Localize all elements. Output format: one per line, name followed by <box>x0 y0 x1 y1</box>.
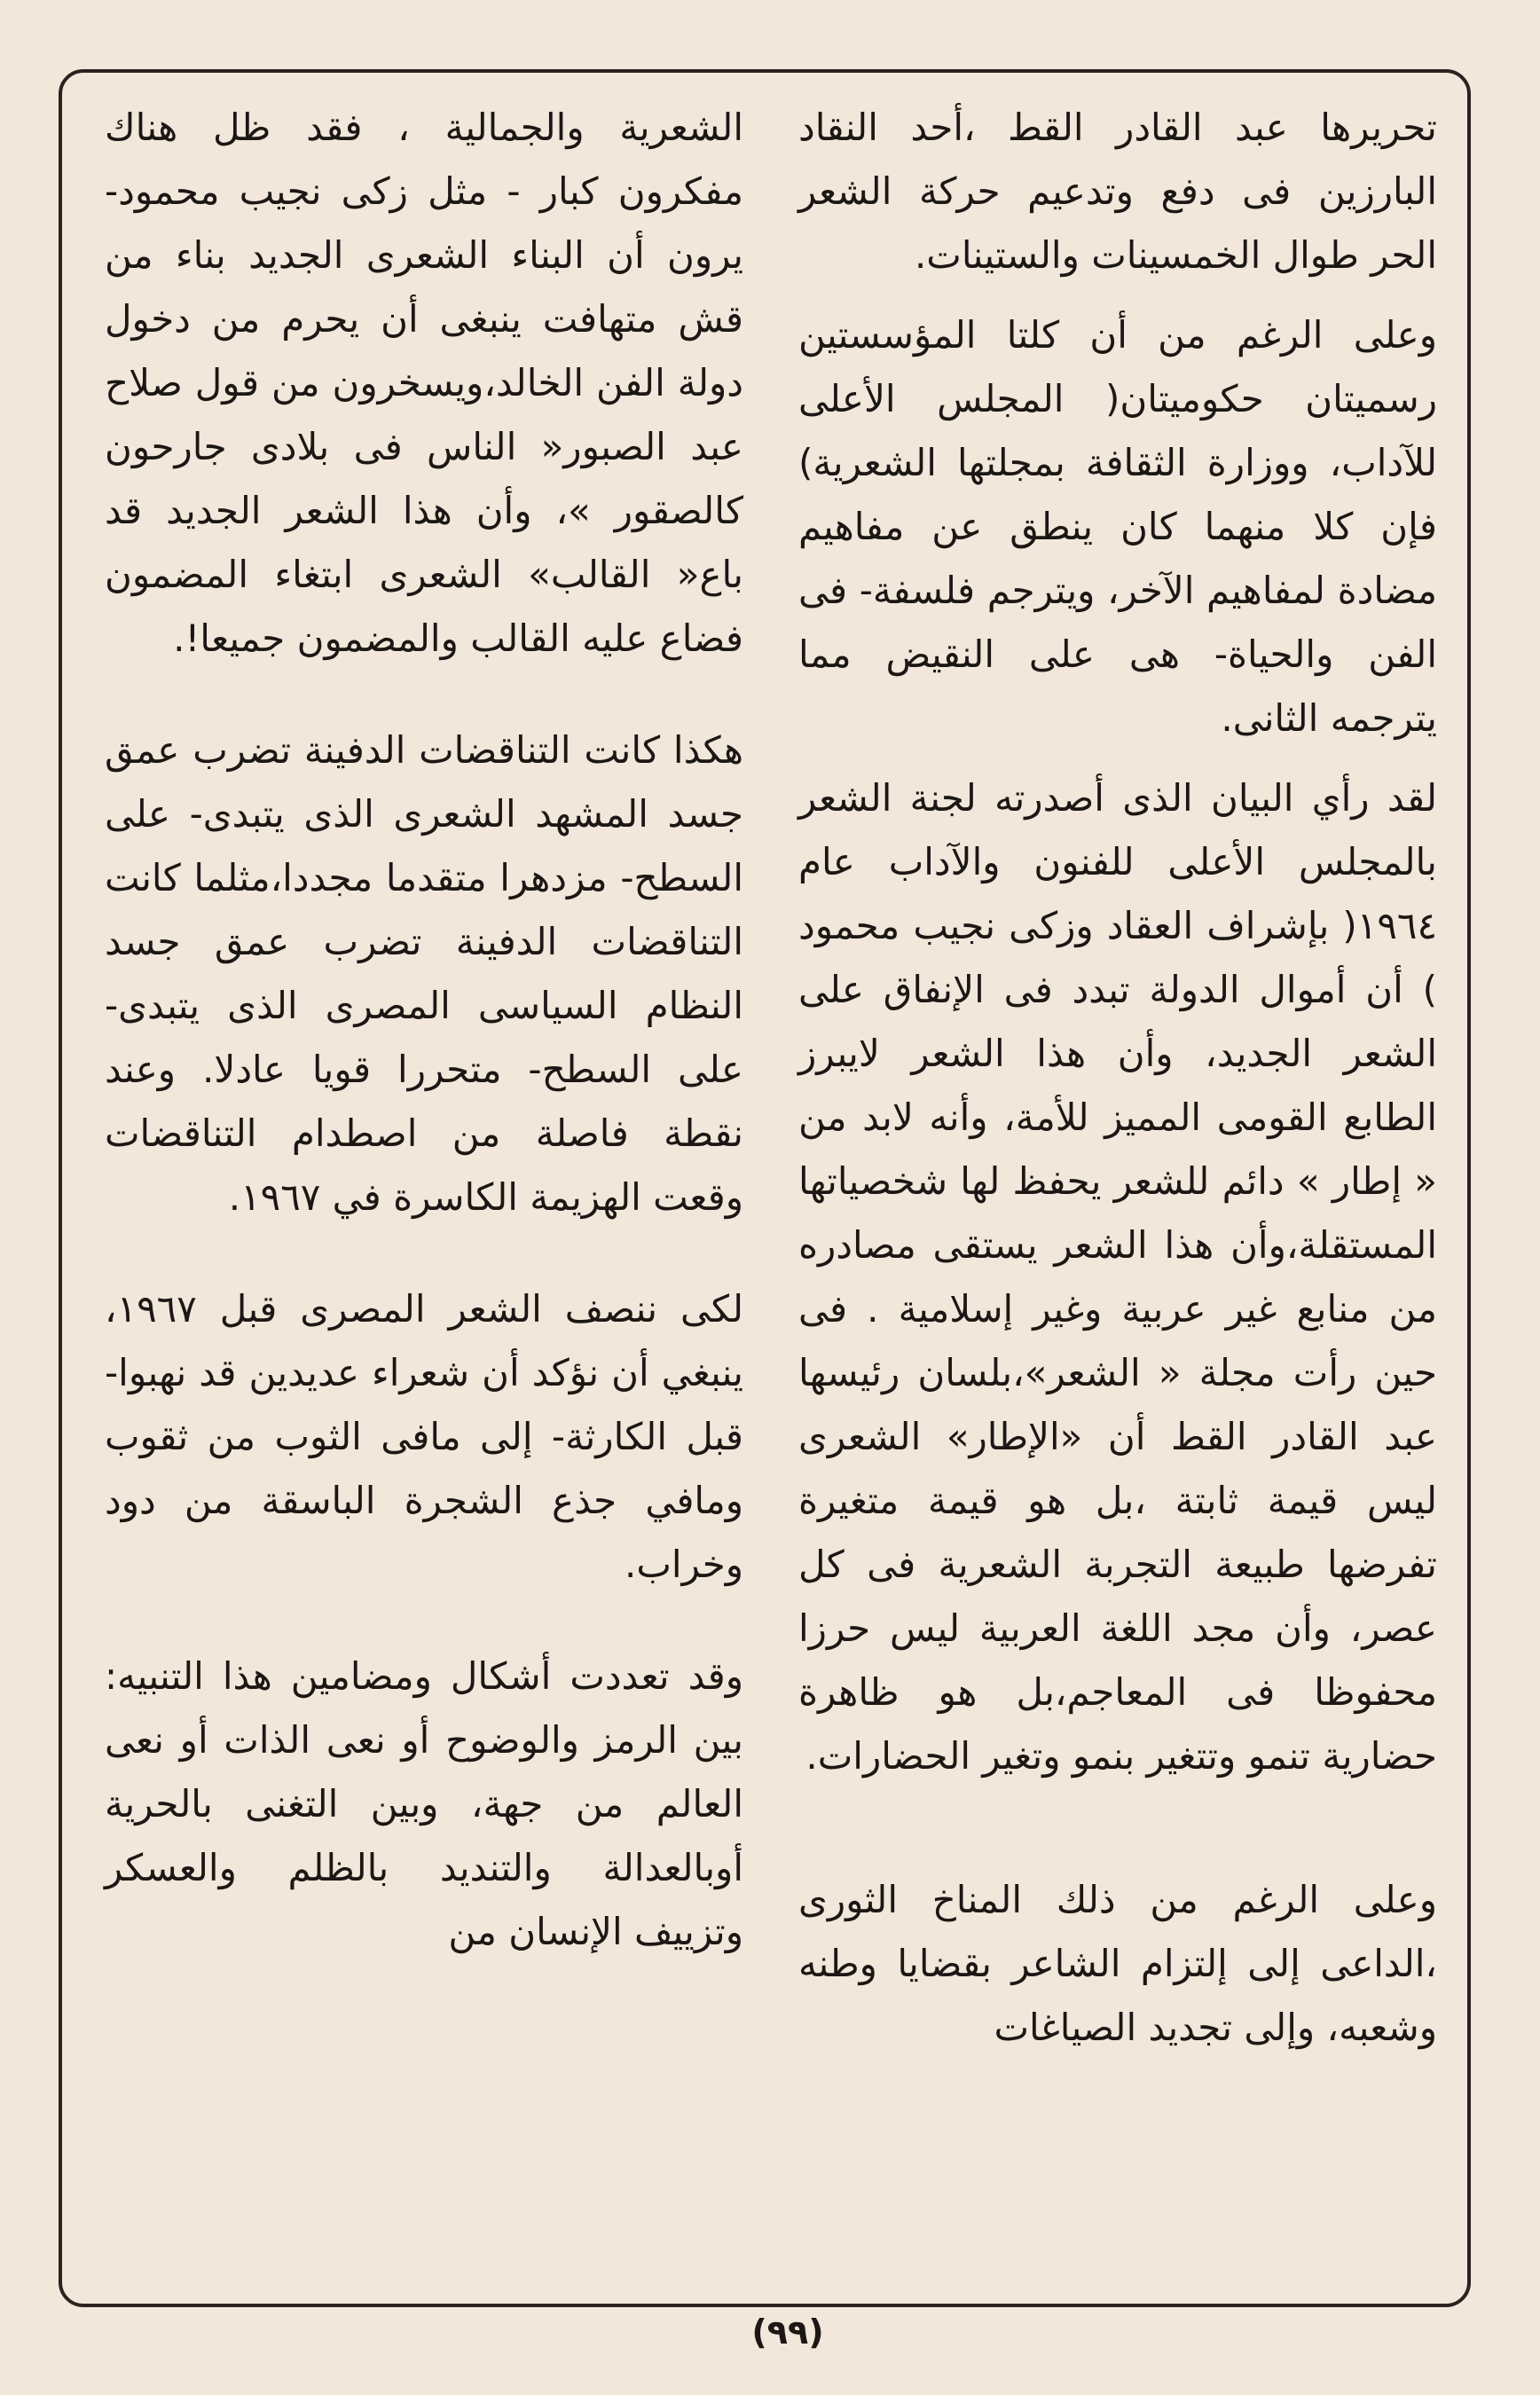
paragraph-l4: وقد تعددت أشكال ومضامين هذا التنبيه: بين الرمز والوضوح أو نعى الذات أو نعى العالم من جهة، وبين التغنى بالحرية أوبالعدالة والتنديد بالظلم والعسكر وتزييف الإنسان من <box>105 1654 743 1953</box>
paragraph-l3: لكى ننصف الشعر المصرى قبل ١٩٦٧، ينبغي أن نؤكد أن شعراء عديدين قد نهبوا- قبل الكارثة- إلى مافى الثوب من ثقوب ومافي جذع الشجرة الباسقة من دود وخراب. <box>105 1287 743 1586</box>
paragraph-l1: الشعرية والجمالية ، فقد ظل هناك مفكرون كبار - مثل زكى نجيب محمود- يرون أن البناء الشعرى الجديد بناء من قش متهافت ينبغى أن يحرم من دخول دولة الفن الخالد،ويسخرون من قول صلاح عبد الصبور« الناس فى بلادى جارحون كالصقور »، وأن هذا الشعر الجديد قد باع« القالب» الشعرى ابتغاء المضمون فضاع عليه القالب والمضمون جميعا!. <box>105 106 743 660</box>
paragraph-r1: تحريرها عبد القادر القط ،أحد النقاد البارزين فى دفع وتدعيم حركة الشعر الحر طوال الخمسينات والستينات. <box>798 106 1437 277</box>
paragraph-r2: وعلى الرغم من أن كلتا المؤسستين رسميتان حكوميتان( المجلس الأعلى للآداب، ووزارة الثقافة بمجلتها الشعرية) فإن كلا منهما كان ينطق عن مفاهيم مضادة لمفاهيم الآخر، ويترجم فلسفة- فى الفن والحياة- هى على النقيض مما يترجمه الثانى. <box>798 313 1437 740</box>
page-number: (٩٩) <box>751 2313 824 2352</box>
left-column <box>105 96 743 1964</box>
paragraph-r4: وعلى الرغم من ذلك المناخ الثورى ،الداعى إلى إلتزام الشاعر بقضايا وطنه وشعبه، وإلى تجديد الصياغات <box>798 1878 1437 2049</box>
paragraph-l2: هكذا كانت التناقضات الدفينة تضرب عمق جسد المشهد الشعرى الذى يتبدى- على السطح- مزدهرا متقدما مجددا،مثلما كانت التناقضات الدفينة تضرب عمق جسد النظام السياسى المصرى الذى يتبدى- على السطح- متحررا قويا عادلا. وعند نقطة فاصلة من اصطدام التناقضات وقعت الهزيمة الكاسرة في ١٩٦٧. <box>105 728 743 1219</box>
paragraph-r3: لقد رأي البيان الذى أصدرته لجنة الشعر بالمجلس الأعلى للفنون والآداب عام ١٩٦٤( بإشراف العقاد وزكى نجيب محمود ) أن أموال الدولة تبدد فى الإنفاق على الشعر الجديد، وأن هذا الشعر لايبرز الطابع القومى المميز للأمة، وأنه لابد من « إطار » دائم للشعر يحفظ لها شخصياتها المستقلة،وأن هذا الشعر يستقى مصادره من منابع غير عربية وغير إسلامية . فى حين رأت مجلة « الشعر»،بلسان رئيسها عبد القادر القط أن «الإطار» الشعرى ليس قيمة ثابتة ،بل هو قيمة متغيرة تفرضها طبيعة التجربة الشعرية فى كل عصر، وأن مجد اللغة العربية ليس حرزا محفوظا فى المعاجم،بل هو ظاهرة حضارية تنمو وتتغير بنمو وتغير الحضارات. <box>798 776 1437 1778</box>
right-column <box>798 96 1437 2060</box>
